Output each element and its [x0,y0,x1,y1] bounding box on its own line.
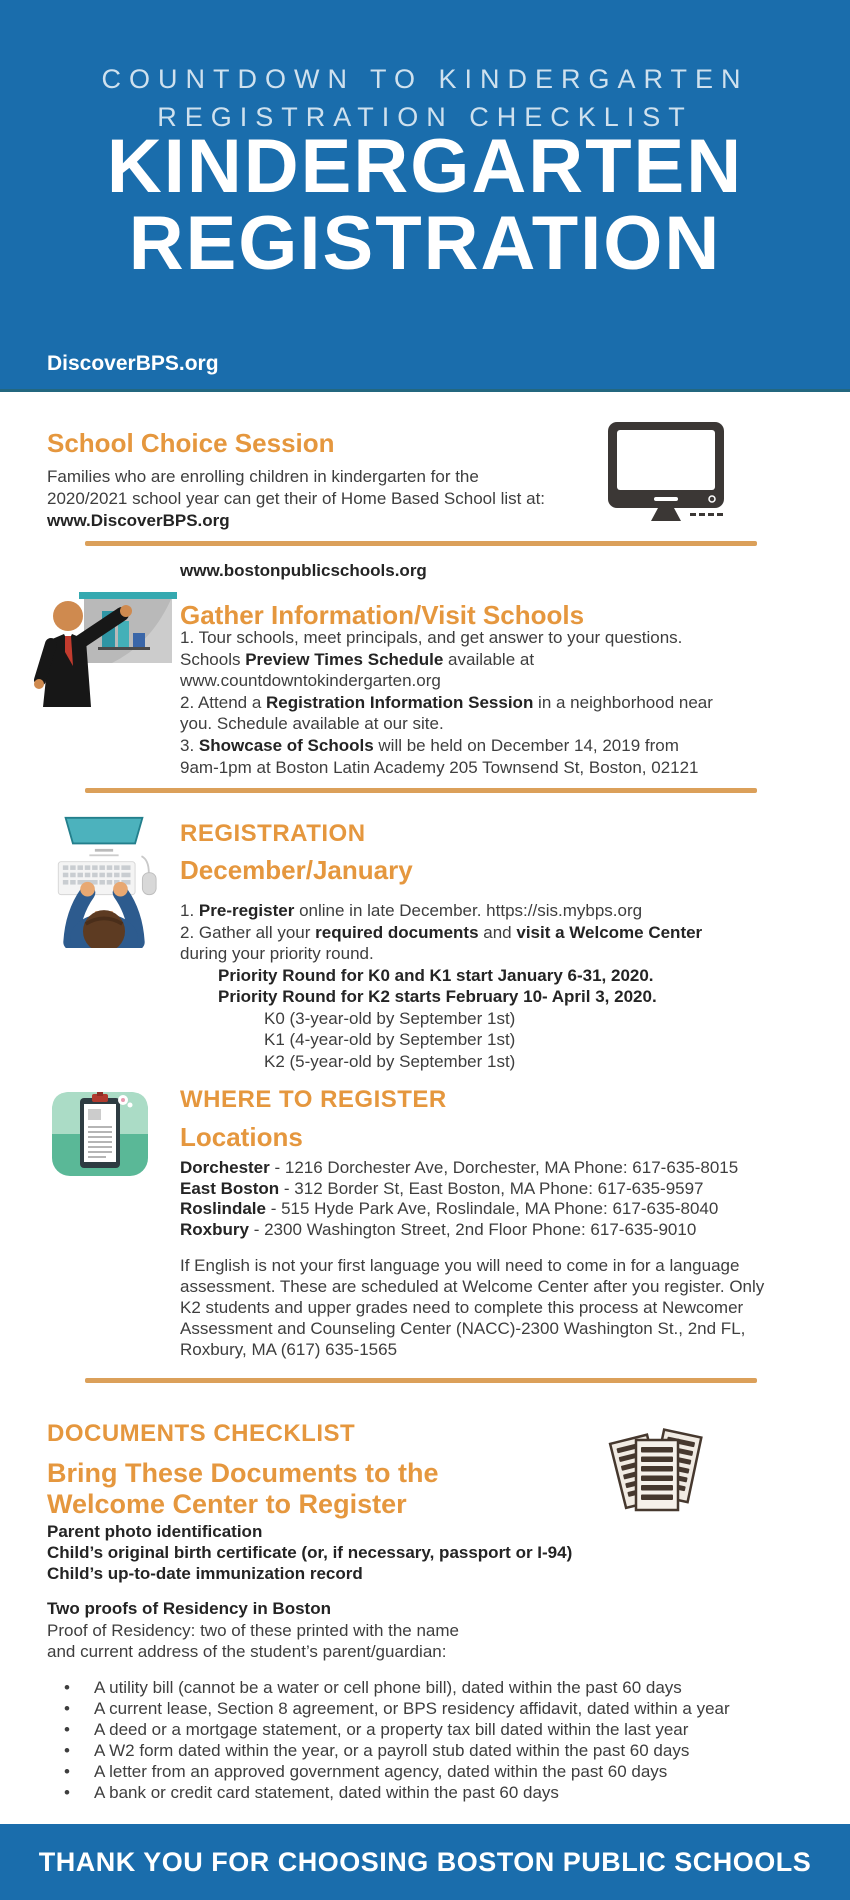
footer-message: THANK YOU FOR CHOOSING BOSTON PUBLIC SCHOOLS [38,1846,812,1877]
text-line: and current address of the student’s parent/guardian: [47,1642,447,1661]
title-line-2: REGISTRATION [128,201,722,286]
countdown-url-text[interactable]: www.countdowntokindergarten.org [180,671,441,691]
grade-age-line: K0 (3-year-old by September 1st) [264,1008,516,1028]
text-line: 2. Gather all your required documents and visit a Welcome Center [180,922,703,942]
discoverbps-url-text[interactable]: www.DiscoverBPS.org [47,511,230,530]
required-doc-line: Child’s original birth certificate (or, if necessary, passport or I-94) [47,1543,573,1562]
text-line: Roxbury, MA (617) 635-1565 [180,1340,398,1359]
person-at-desk-icon [40,812,168,953]
residency-proof-list [64,1677,730,1803]
desktop-monitor-icon [606,420,728,527]
priority-round-line: Priority Round for K2 starts February 10- April 3, 2020. [218,987,657,1006]
text-line: 2. Attend a Registration Information Session in a neighborhood near [180,692,713,712]
section-divider [85,1378,757,1383]
text-line: 9am-1pm at Boston Latin Academy 205 Townsend St, Boston, 02121 [180,757,699,777]
section-divider [85,541,757,546]
registration-subheading: December/January [180,855,413,885]
priority-round-line: Priority Round for K0 and K1 start January 6-31, 2020. [218,965,654,985]
bullet-item: • A utility bill (cannot be a water or cell phone bill), dated within the past 60 days [64,1677,730,1698]
registration-text [180,900,702,1072]
gather-text [180,627,713,778]
where-heading: WHERE TO REGISTER [180,1086,447,1113]
required-documents [47,1521,572,1584]
location-line: Roxbury - 2300 Washington Street, 2nd Floor Phone: 617-635-9010 [180,1219,697,1239]
residency-note [47,1620,459,1662]
bps-url-text[interactable]: www.bostonpublicschools.org [180,561,427,580]
gather-heading: Gather Information/Visit Schools [180,600,585,630]
location-line: Roslindale - 515 Hyde Park Ave, Roslindale, MA Phone: 617-635-8040 [180,1199,719,1218]
grade-age-line: K2 (5-year-old by September 1st) [264,1051,516,1071]
text-line: K2 students and upper grades need to complete this process at Newcomer [180,1298,744,1317]
documents-heading: DOCUMENTS CHECKLIST [47,1420,356,1447]
registration-heading: REGISTRATION [180,820,366,847]
text-line: during your priority round. [180,944,374,963]
bullet-item: • A letter from an approved government agency, dated within the past 60 days [64,1761,730,1782]
location-line: Dorchester - 1216 Dorchester Ave, Dorchester, MA Phone: 617-635-8015 [180,1158,739,1177]
school-choice-text [47,466,545,532]
footer-banner [0,1824,850,1900]
grade-age-line: K1 (4-year-old by September 1st) [264,1030,516,1049]
text-line: If English is not your first language you will need to come in for a language [180,1256,740,1275]
text-line: you. Schedule available at our site. [180,714,444,734]
mybps-url-text[interactable]: online in late December. https://sis.mybps.org [294,901,643,920]
required-doc-line: Child’s up-to-date immunization record [47,1564,363,1583]
locations-list [180,1158,738,1240]
clipboard-icon [52,1092,148,1181]
text-line: 1. Tour schools, meet principals, and get answer to your questions. [180,628,683,647]
presenter-whiteboard-icon [30,590,178,713]
text-line: 1. Pre-register online in late December. https://sis.mybps.org [180,901,643,920]
page-title [0,124,850,286]
residency-heading: Two proofs of Residency in Boston [47,1599,331,1618]
text-line: assessment. These are scheduled at Welcome Center after you register. Only [180,1277,765,1296]
text-line: Assessment and Counseling Center (NACC)-2300 Washington St., 2nd FL, [180,1319,746,1338]
text-line: 3. Showcase of Schools will be held on December 14, 2019 from [180,735,679,755]
school-choice-heading: School Choice Session [47,428,335,458]
language-note [180,1255,764,1360]
section-divider [85,788,757,793]
bullet-item: • A W2 form dated within the year, or a payroll stub dated within the past 60 days [64,1740,730,1761]
location-line: East Boston - 312 Border St, East Boston, MA Phone: 617-635-9597 [180,1178,704,1198]
header-banner [0,0,850,392]
title-line-1: KINDERGARTEN [106,124,744,209]
bullet-item: • A bank or credit card statement, dated within the past 60 days [64,1782,730,1803]
text-line: Schools Preview Times Schedule available at [180,649,535,669]
required-doc-line: Parent photo identification [47,1522,263,1541]
documents-subheading: Bring These Documents to the Welcome Center to Register [47,1458,439,1519]
eyebrow-line-1: COUNTDOWN TO KINDERGARTEN [101,64,749,94]
eyebrow-line-2: REGISTRATION CHECKLIST [157,102,693,132]
text-line: Families who are enrolling children in kindergarten for the [47,467,479,486]
where-subheading: Locations [180,1122,303,1152]
paper-stack-icon [598,1428,716,1523]
bullet-item: • A current lease, Section 8 agreement, or BPS residency affidavit, dated within a year [64,1698,730,1719]
text-line: Proof of Residency: two of these printed with the name [47,1621,460,1640]
discoverbps-site-link[interactable]: DiscoverBPS.org [47,352,219,375]
text-line: 2020/2021 school year can get their of Home Based School list at: [47,489,546,508]
bullet-item: • A deed or a mortgage statement, or a property tax bill dated within the last year [64,1719,730,1740]
